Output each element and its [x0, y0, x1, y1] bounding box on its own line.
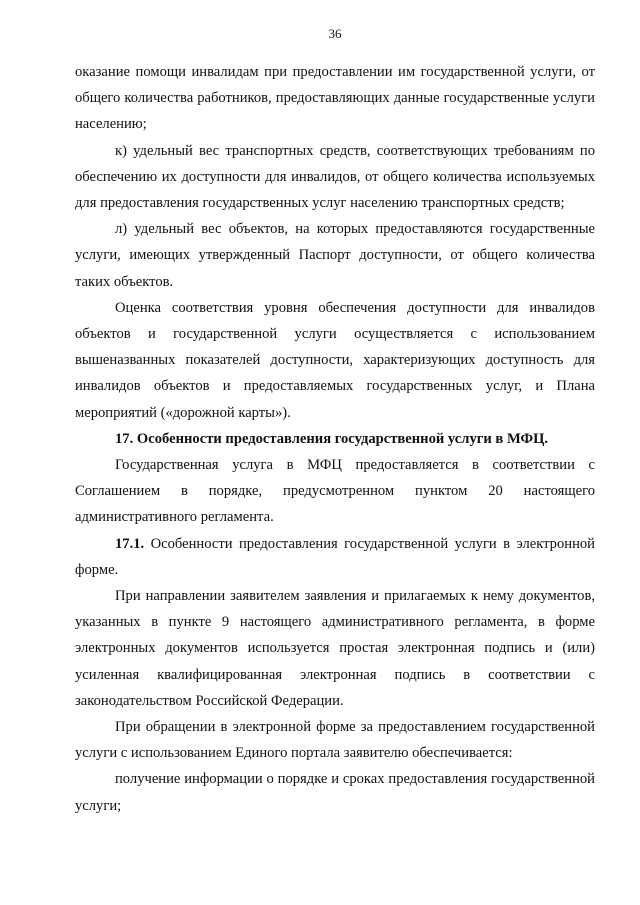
- paragraph-item-l: л) удельный вес объектов, на которых предоставляются государственные услуги, имеющих утвержденный Паспорт доступности, от общего количества таких объектов.: [75, 221, 595, 290]
- section-number-17-1: 17.1.: [115, 535, 145, 552]
- paragraph-assessment: Оценка соответствия уровня обеспечения доступности для инвалидов объектов и государственной услуги осуществляется с использованием вышеназванных показателей доступности, характеризующих доступность для инвалидов объектов и предоставляемых государственных услуг, и Плана мероприятий («дорожной карты»).: [75, 299, 595, 421]
- paragraph-item-k: к) удельный вес транспортных средств, соответствующих требованиям по обеспечению их доступности для инвалидов, от общего количества используемых для предоставления государственных услуг населению транспортных средств;: [75, 142, 595, 212]
- paragraph-mfc: Государственная услуга в МФЦ предоставляется в соответствии с Соглашением в порядке, предусмотренном пунктом 20 настоящего административного регламента.: [75, 457, 595, 526]
- paragraph-electronic-signature: При направлении заявителем заявления и прилагаемых к нему документов, указанных в пункте 9 настоящего административного регламента, в форме электронных документов используется простая электронная подпись и (или) усиленная квалифицированная электронная подпись в соответствии с законодательством Российской Федерации.: [75, 588, 595, 709]
- section-title-17-1: Особенности предоставления государственной услуги в электронной форме.: [75, 535, 595, 578]
- section-heading-17: 17. Особенности предоставления государственной услуги в МФЦ.: [115, 430, 549, 447]
- paragraph-17-1: [75, 531, 595, 583]
- document-body: [75, 59, 595, 819]
- document-page: [75, 0, 595, 905]
- paragraph-information: получение информации о порядке и сроках предоставления государственной услуги;: [75, 771, 595, 814]
- paragraph-single-portal: При обращении в электронной форме за предоставлением государственной услуги с использованием Единого портала заявителю обеспечивается:: [75, 719, 595, 762]
- paragraph-continuation: оказание помощи инвалидам при предоставлении им государственной услуги, от общего количества работников, предоставляющих данные государственные услуги населению;: [75, 64, 595, 133]
- page-number: 36: [328, 26, 342, 41]
